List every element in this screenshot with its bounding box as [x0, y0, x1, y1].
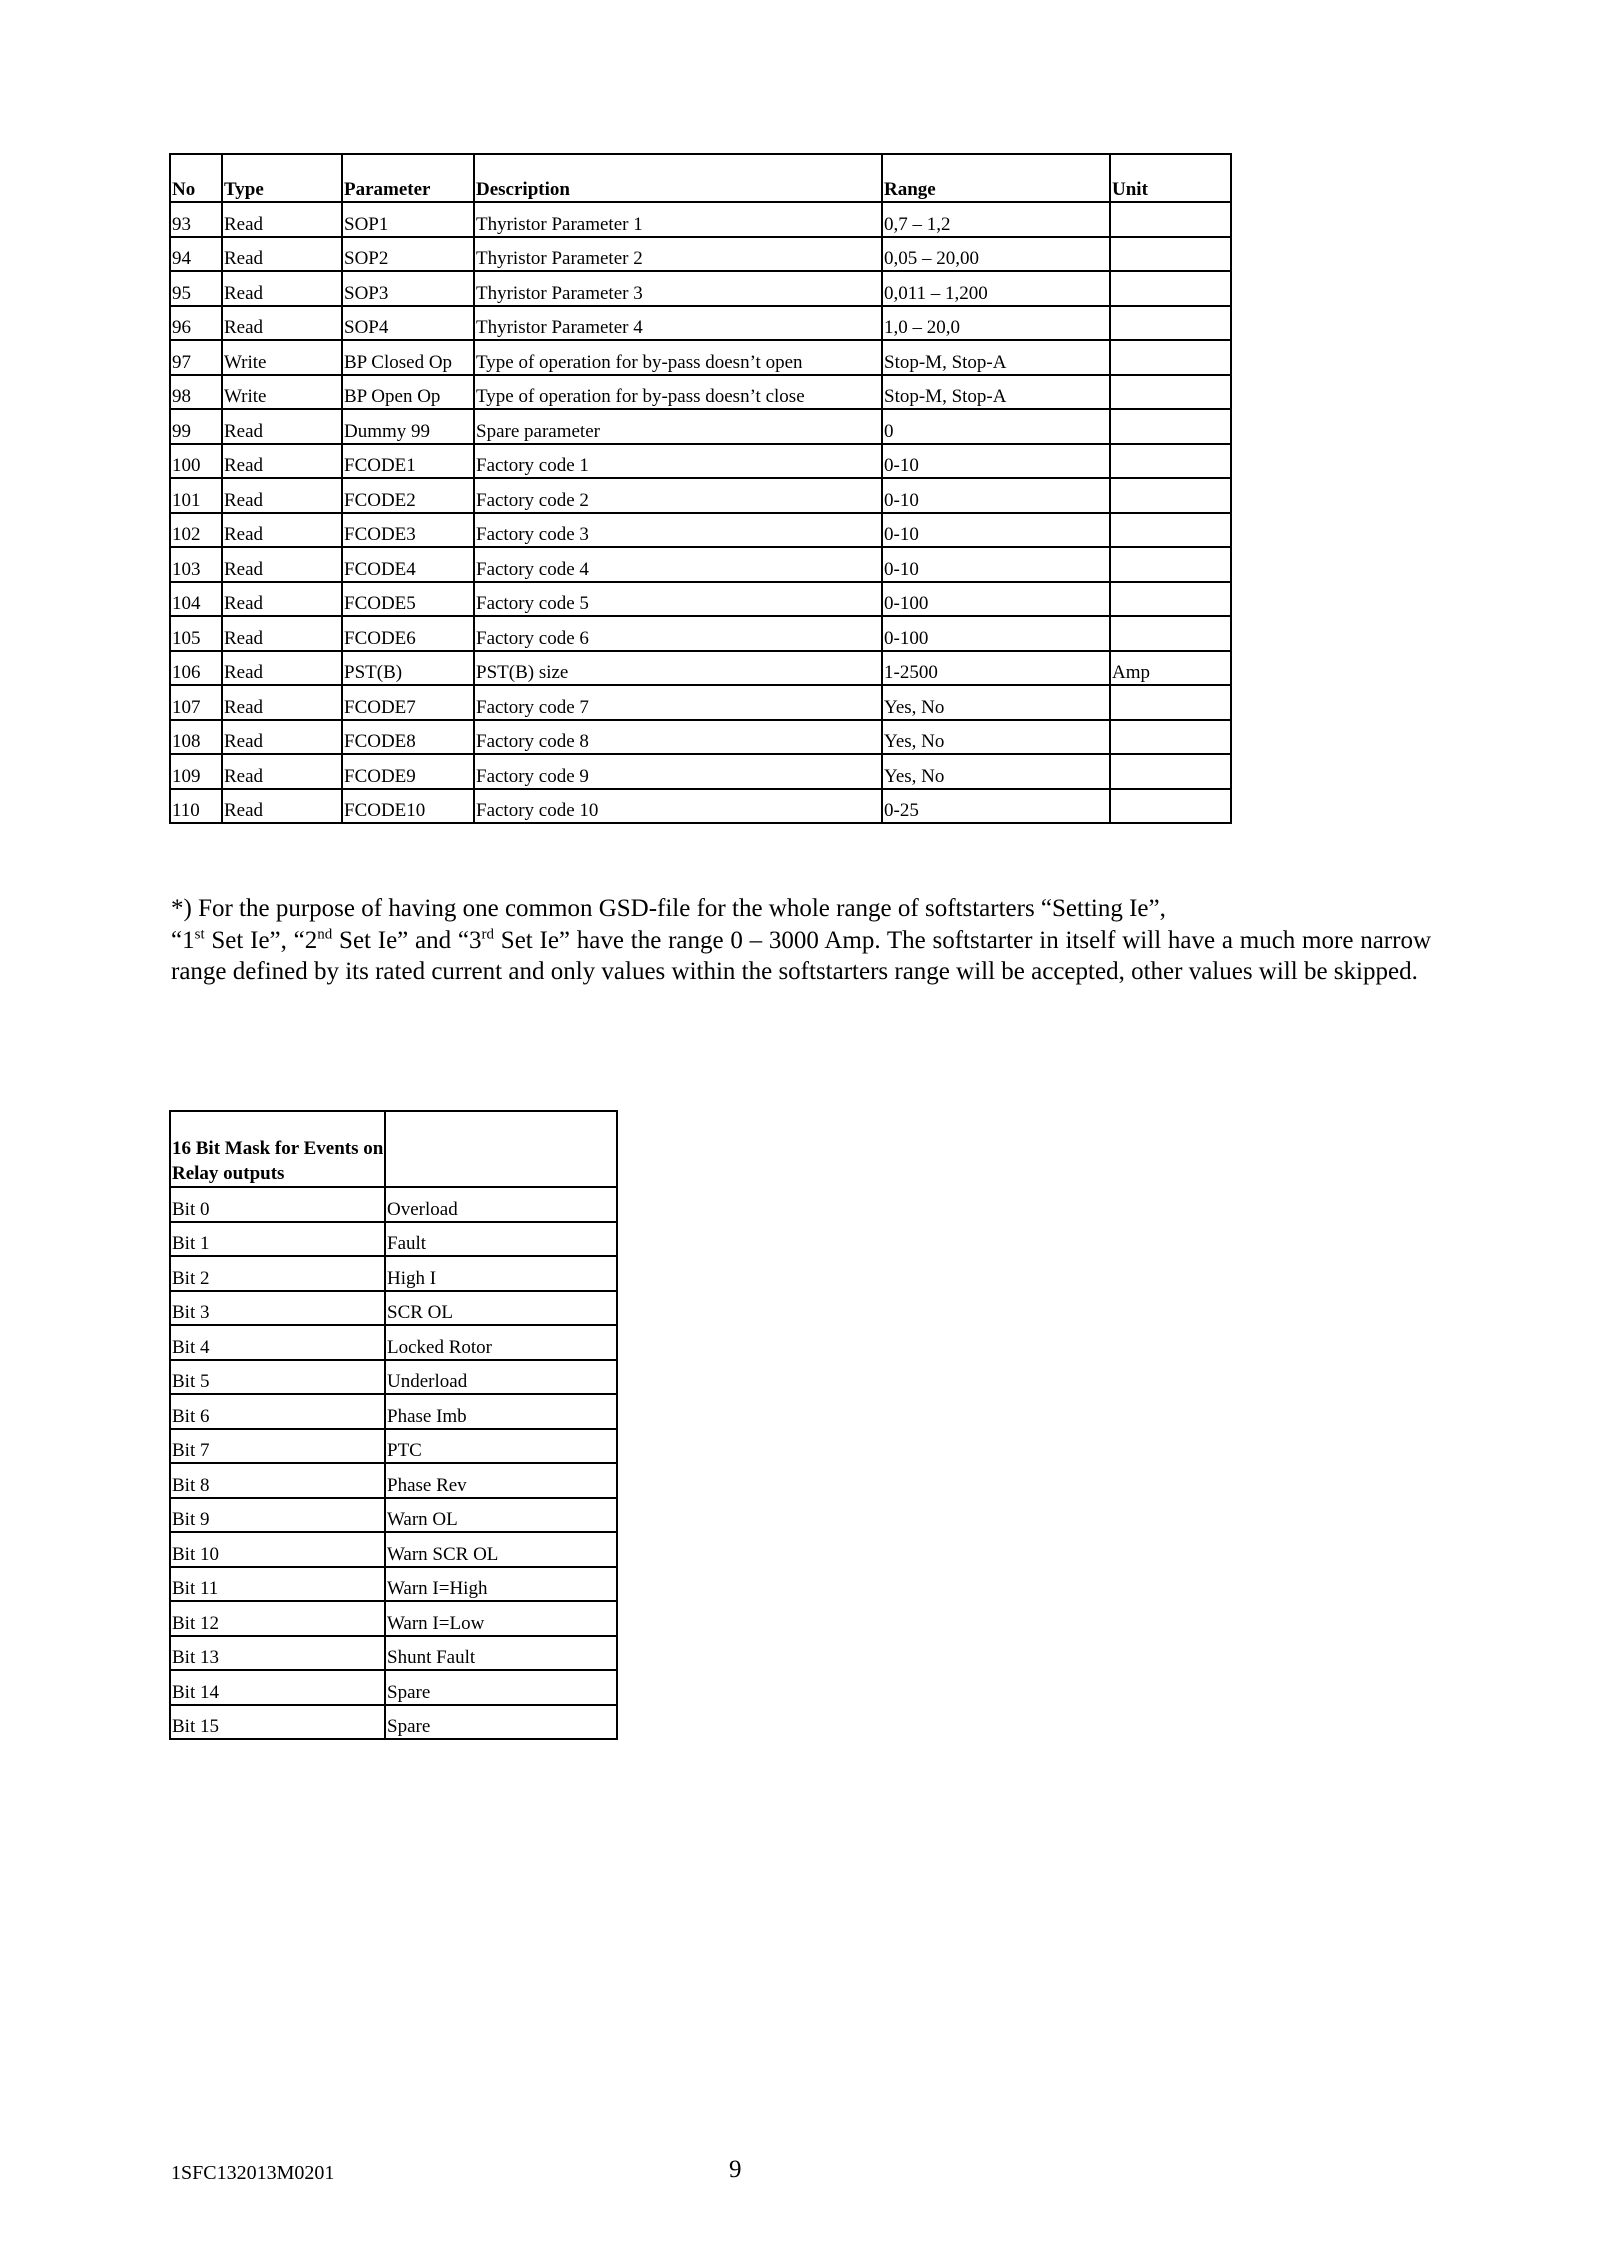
footnote-superscript: nd: [317, 926, 333, 943]
cell-bit: Bit 11: [170, 1567, 385, 1602]
cell-range: 0,7 – 1,2: [882, 202, 1110, 237]
cell-bit: Bit 0: [170, 1187, 385, 1222]
cell-no: 105: [170, 616, 222, 651]
cell-type: Read: [222, 685, 342, 720]
cell-unit: [1110, 547, 1231, 582]
cell-event: Fault: [385, 1222, 617, 1257]
cell-no: 104: [170, 582, 222, 617]
table-row: [170, 1532, 617, 1567]
cell-event: Spare: [385, 1705, 617, 1740]
cell-type: Read: [222, 202, 342, 237]
cell-type: Read: [222, 237, 342, 272]
cell-event: Phase Imb: [385, 1394, 617, 1429]
cell-parameter: FCODE10: [342, 789, 474, 824]
footnote-superscript: rd: [481, 926, 495, 943]
bit-mask-header: 16 Bit Mask for Events on Relay outputs: [170, 1111, 385, 1187]
cell-bit: Bit 1: [170, 1222, 385, 1257]
table-row: [170, 582, 1231, 617]
table-row: [170, 1705, 617, 1740]
cell-type: Read: [222, 513, 342, 548]
cell-parameter: FCODE2: [342, 478, 474, 513]
cell-parameter: Dummy 99: [342, 409, 474, 444]
bit-mask-header-row: [170, 1111, 617, 1187]
cell-bit: Bit 13: [170, 1636, 385, 1671]
table-row: [170, 444, 1231, 479]
cell-type: Read: [222, 720, 342, 755]
cell-type: Read: [222, 409, 342, 444]
table-row: [170, 1463, 617, 1498]
cell-type: Read: [222, 789, 342, 824]
parameter-table-header-row: [170, 154, 1231, 202]
cell-type: Read: [222, 582, 342, 617]
table-row: [170, 237, 1231, 272]
table-row: [170, 306, 1231, 341]
cell-event: Overload: [385, 1187, 617, 1222]
cell-unit: [1110, 685, 1231, 720]
cell-no: 107: [170, 685, 222, 720]
cell-description: Factory code 5: [474, 582, 882, 617]
cell-range: 0-10: [882, 444, 1110, 479]
cell-description: Factory code 8: [474, 720, 882, 755]
cell-description: Type of operation for by-pass doesn’t close: [474, 375, 882, 410]
cell-description: Thyristor Parameter 1: [474, 202, 882, 237]
cell-event: SCR OL: [385, 1291, 617, 1326]
cell-description: Factory code 6: [474, 616, 882, 651]
cell-no: 103: [170, 547, 222, 582]
cell-no: 93: [170, 202, 222, 237]
cell-unit: [1110, 375, 1231, 410]
table-row: [170, 1429, 617, 1464]
cell-description: Thyristor Parameter 3: [474, 271, 882, 306]
cell-description: Spare parameter: [474, 409, 882, 444]
cell-unit: [1110, 271, 1231, 306]
cell-range: 0-100: [882, 582, 1110, 617]
cell-parameter: FCODE6: [342, 616, 474, 651]
cell-parameter: FCODE3: [342, 513, 474, 548]
cell-no: 102: [170, 513, 222, 548]
cell-no: 94: [170, 237, 222, 272]
cell-event: Warn OL: [385, 1498, 617, 1533]
cell-parameter: FCODE9: [342, 754, 474, 789]
cell-type: Read: [222, 271, 342, 306]
cell-bit: Bit 8: [170, 1463, 385, 1498]
cell-bit: Bit 6: [170, 1394, 385, 1429]
cell-type: Read: [222, 547, 342, 582]
cell-no: 109: [170, 754, 222, 789]
column-header-unit: Unit: [1110, 154, 1231, 202]
cell-no: 98: [170, 375, 222, 410]
parameter-table: [169, 153, 1232, 824]
cell-event: Spare: [385, 1670, 617, 1705]
table-row: [170, 1256, 617, 1291]
table-row: [170, 616, 1231, 651]
table-row: [170, 1360, 617, 1395]
bit-mask-table: [169, 1110, 618, 1740]
table-row: [170, 375, 1231, 410]
cell-range: Yes, No: [882, 754, 1110, 789]
cell-range: 1,0 – 20,0: [882, 306, 1110, 341]
footnote-line-1: *) For the purpose of having one common GSD-file for the whole range of softstarters “Setting Ie”,: [171, 895, 1166, 922]
cell-range: 0: [882, 409, 1110, 444]
cell-range: Yes, No: [882, 685, 1110, 720]
table-row: [170, 1325, 617, 1360]
cell-range: Stop-M, Stop-A: [882, 375, 1110, 410]
table-row: [170, 754, 1231, 789]
cell-parameter: FCODE7: [342, 685, 474, 720]
cell-unit: [1110, 444, 1231, 479]
cell-bit: Bit 2: [170, 1256, 385, 1291]
cell-event: Phase Rev: [385, 1463, 617, 1498]
page-number: 9: [729, 2156, 742, 2183]
table-row: [170, 1187, 617, 1222]
cell-type: Read: [222, 616, 342, 651]
cell-event: Warn I=High: [385, 1567, 617, 1602]
cell-description: Type of operation for by-pass doesn’t open: [474, 340, 882, 375]
footnote-text: Set Ie” have the range 0 – 3000 Amp. The softstarter in itself will have a much more narrow range defined by its rated current and only values within the softstarters range will be accepted, other values will be skipped.: [171, 926, 1431, 985]
cell-range: 0-10: [882, 478, 1110, 513]
cell-unit: [1110, 340, 1231, 375]
cell-parameter: FCODE4: [342, 547, 474, 582]
column-header-description: Description: [474, 154, 882, 202]
cell-no: 106: [170, 651, 222, 686]
table-row: [170, 1394, 617, 1429]
cell-unit: [1110, 513, 1231, 548]
table-row: [170, 685, 1231, 720]
footnote-superscript: st: [194, 926, 205, 943]
cell-range: 0,05 – 20,00: [882, 237, 1110, 272]
cell-unit: [1110, 478, 1231, 513]
cell-unit: [1110, 616, 1231, 651]
table-row: [170, 547, 1231, 582]
cell-description: Factory code 10: [474, 789, 882, 824]
footnote-text: “1: [171, 926, 195, 954]
cell-range: Stop-M, Stop-A: [882, 340, 1110, 375]
cell-parameter: SOP3: [342, 271, 474, 306]
cell-event: PTC: [385, 1429, 617, 1464]
cell-no: 108: [170, 720, 222, 755]
cell-bit: Bit 10: [170, 1532, 385, 1567]
cell-type: Write: [222, 375, 342, 410]
table-row: [170, 202, 1231, 237]
table-row: [170, 340, 1231, 375]
table-row: [170, 720, 1231, 755]
cell-description: Factory code 3: [474, 513, 882, 548]
cell-range: 1-2500: [882, 651, 1110, 686]
cell-parameter: FCODE8: [342, 720, 474, 755]
cell-event: High I: [385, 1256, 617, 1291]
cell-type: Read: [222, 478, 342, 513]
cell-description: Thyristor Parameter 4: [474, 306, 882, 341]
column-header-range: Range: [882, 154, 1110, 202]
cell-parameter: PST(B): [342, 651, 474, 686]
cell-parameter: FCODE1: [342, 444, 474, 479]
column-header-type: Type: [222, 154, 342, 202]
cell-range: 0-10: [882, 513, 1110, 548]
cell-unit: [1110, 237, 1231, 272]
footnote-text: Set Ie”, “2: [204, 926, 318, 954]
cell-description: PST(B) size: [474, 651, 882, 686]
cell-type: Write: [222, 340, 342, 375]
cell-unit: [1110, 754, 1231, 789]
cell-description: Factory code 7: [474, 685, 882, 720]
cell-range: 0,011 – 1,200: [882, 271, 1110, 306]
table-row: [170, 789, 1231, 824]
cell-unit: [1110, 582, 1231, 617]
cell-bit: Bit 15: [170, 1705, 385, 1740]
cell-description: Factory code 9: [474, 754, 882, 789]
cell-parameter: SOP2: [342, 237, 474, 272]
cell-no: 101: [170, 478, 222, 513]
cell-parameter: BP Closed Op: [342, 340, 474, 375]
cell-no: 100: [170, 444, 222, 479]
cell-parameter: SOP4: [342, 306, 474, 341]
column-header-no: No: [170, 154, 222, 202]
cell-parameter: FCODE5: [342, 582, 474, 617]
cell-range: 0-100: [882, 616, 1110, 651]
table-row: [170, 271, 1231, 306]
table-row: [170, 1222, 617, 1257]
table-row: [170, 513, 1231, 548]
cell-unit: Amp: [1110, 651, 1231, 686]
cell-event: Warn SCR OL: [385, 1532, 617, 1567]
cell-bit: Bit 14: [170, 1670, 385, 1705]
cell-bit: Bit 7: [170, 1429, 385, 1464]
table-row: [170, 409, 1231, 444]
table-row: [170, 1291, 617, 1326]
cell-bit: Bit 12: [170, 1601, 385, 1636]
column-header-parameter: Parameter: [342, 154, 474, 202]
table-row: [170, 1567, 617, 1602]
table-row: [170, 1601, 617, 1636]
cell-bit: Bit 3: [170, 1291, 385, 1326]
cell-unit: [1110, 306, 1231, 341]
cell-unit: [1110, 720, 1231, 755]
table-row: [170, 1498, 617, 1533]
cell-description: Factory code 1: [474, 444, 882, 479]
cell-no: 99: [170, 409, 222, 444]
table-row: [170, 1636, 617, 1671]
cell-bit: Bit 9: [170, 1498, 385, 1533]
cell-type: Read: [222, 306, 342, 341]
table-row: [170, 478, 1231, 513]
cell-no: 97: [170, 340, 222, 375]
cell-unit: [1110, 202, 1231, 237]
table-row: [170, 1670, 617, 1705]
cell-description: Factory code 4: [474, 547, 882, 582]
cell-no: 96: [170, 306, 222, 341]
cell-range: 0-10: [882, 547, 1110, 582]
footnote-text: Set Ie” and “3: [332, 926, 482, 954]
document-code: 1SFC132013M0201: [171, 2162, 335, 2184]
cell-event: Warn I=Low: [385, 1601, 617, 1636]
cell-type: Read: [222, 754, 342, 789]
bit-mask-header-empty: [385, 1111, 617, 1187]
cell-unit: [1110, 789, 1231, 824]
cell-event: Shunt Fault: [385, 1636, 617, 1671]
cell-type: Read: [222, 444, 342, 479]
cell-bit: Bit 4: [170, 1325, 385, 1360]
cell-description: Thyristor Parameter 2: [474, 237, 882, 272]
cell-parameter: SOP1: [342, 202, 474, 237]
cell-range: Yes, No: [882, 720, 1110, 755]
cell-type: Read: [222, 651, 342, 686]
cell-range: 0-25: [882, 789, 1110, 824]
cell-event: Locked Rotor: [385, 1325, 617, 1360]
cell-unit: [1110, 409, 1231, 444]
cell-bit: Bit 5: [170, 1360, 385, 1395]
cell-event: Underload: [385, 1360, 617, 1395]
cell-description: Factory code 2: [474, 478, 882, 513]
cell-no: 110: [170, 789, 222, 824]
cell-no: 95: [170, 271, 222, 306]
table-row: [170, 651, 1231, 686]
footnote-paragraph: [171, 893, 1431, 988]
cell-parameter: BP Open Op: [342, 375, 474, 410]
